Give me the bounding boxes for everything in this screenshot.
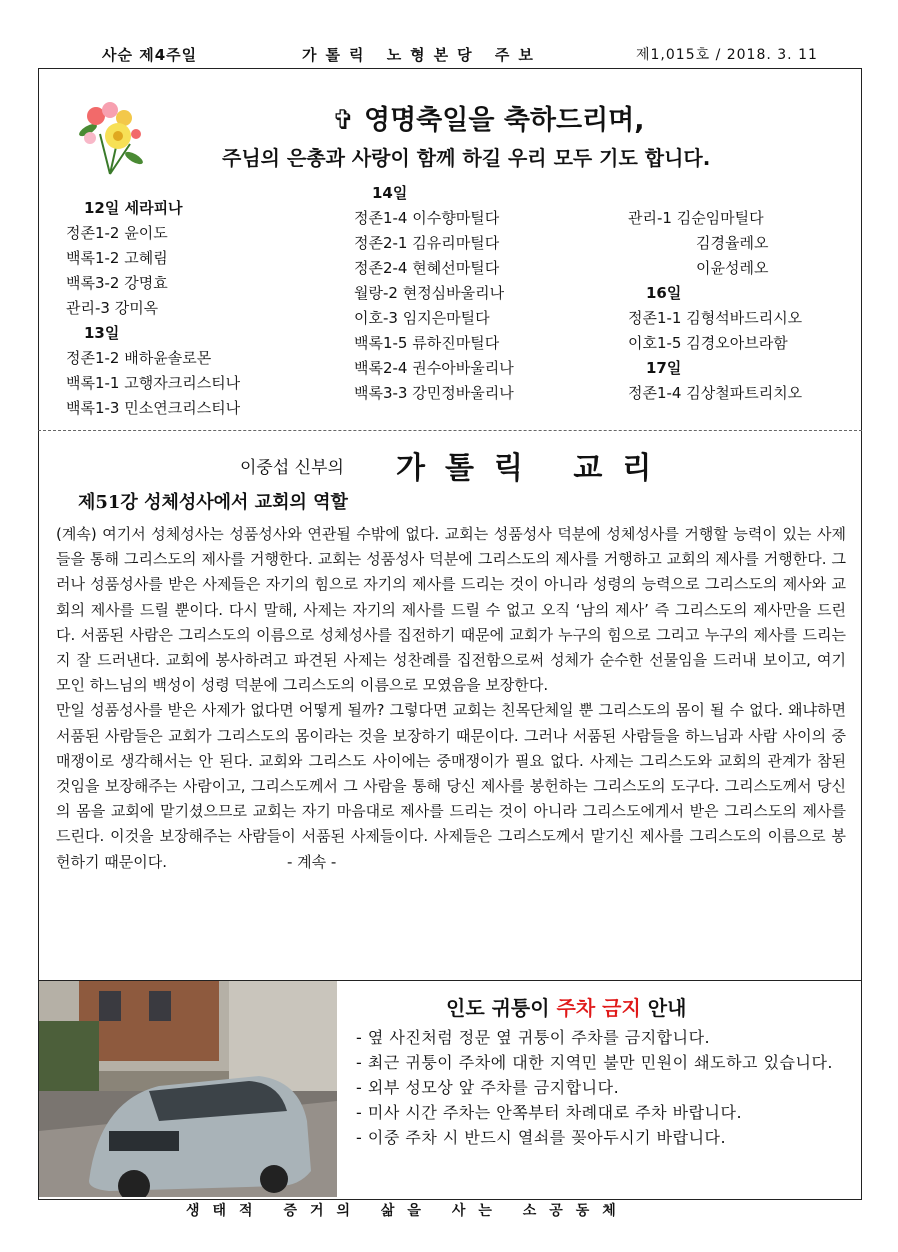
feast-name-entry: 백록1-2 고혜림 (66, 249, 168, 267)
notice-title-part: 인도 귀퉁이 (446, 996, 557, 1020)
feast-name-entry: 백록3-3 강민정바울리나 (354, 384, 514, 402)
feast-name-entry: 정존1-4 이수향마틸다 (354, 209, 500, 227)
continued-label: - 계속 - (286, 852, 337, 871)
feast-day-heading: 14일 (372, 184, 408, 202)
feast-name-entry: 백록2-4 권수아바울리나 (354, 359, 514, 377)
feast-day-heading: 13일 (84, 324, 120, 342)
notice-item: - 외부 성모상 앞 주차를 금지합니다. (356, 1078, 620, 1097)
feast-name-entry: 월랑-2 현정심바울리나 (354, 284, 505, 302)
footer-motto: 생태적 증거의 삶을 사는 소공동체 (186, 1203, 629, 1219)
feast-name-entry: 정존1-1 김형석바드리시오 (628, 309, 803, 327)
notice-item: - 최근 귀퉁이 주차에 대한 지역민 불만 민원이 쇄도하고 있습니다. (356, 1053, 833, 1072)
notice-item: - 미사 시간 주차는 안쪽부터 차례대로 주차 바랍니다. (356, 1103, 743, 1122)
feast-day-heading: 16일 (646, 284, 682, 302)
feast-name-entry: 정존1-4 김상철파트리치오 (628, 384, 803, 402)
catechism-title: 가톨릭 교리 (396, 451, 672, 486)
feast-name-entry: 백록1-1 고행자크리스티나 (66, 374, 241, 392)
feast-day-heading: 17일 (646, 359, 682, 377)
feast-name-entry: 이윤성레오 (696, 259, 769, 277)
feast-column-1 (66, 196, 240, 421)
lesson-title: 제51강 성체성사에서 교회의 역할 (78, 492, 348, 513)
parked-car-photo (39, 981, 337, 1197)
notice-list (356, 1025, 850, 1150)
feast-column-3 (628, 206, 802, 406)
feast-name-entry: 김경율레오 (696, 234, 769, 252)
notice-title-highlight: 주차 금지 (556, 996, 641, 1020)
flower-bouquet-image (70, 94, 150, 178)
catechism-body (56, 522, 846, 875)
catechism-author: 이중섭 신부의 (240, 458, 344, 478)
catechism-paragraph-text: 만일 성품성사를 받은 사제가 없다면 어떻게 될까? 그렇다면 교회는 친목단체일 뿐 그리스도의 몸이 될 수 없다. 왜냐하면 서품된 사람들은 교회가 그리스도의 몸이라는 것을 보장하기 때문이다. 그러나 서품된 사람들을 하느님과 사람 사이의 중매쟁이로 생각해서는 안 된다. 교회와 그리스도 사이에는 중매쟁이가 필요 없다. 사제는 그리스도와 교회의 관계가 참된 것임을 보장해주는 사람이고, 그리스도께서 그 사람을 통해 당신 제사를 봉헌하는 그리스도의 도구다. 그리스도께서 당신의 몸을 교회에 맡기셨으므로 교회는 자기 마음대로 제사를 드리는 것이 아니라 그리스도에게서 받은 그리스도의 제사를 드린다. 이것을 보장해주는 사람들이 서품된 사제들이다. 사제들은 그리스도께서 맡기신 제사를 그리스도의 이름으로 봉헌하기 때문이다. (56, 701, 846, 871)
feast-name-entry: 정존2-1 김유리마틸다 (354, 234, 500, 252)
feast-name-entry: 정존2-4 현혜선마틸다 (354, 259, 500, 277)
feast-name-entry: 이호-3 임지은마틸다 (354, 309, 490, 327)
feast-name-entry: 백록3-2 강명효 (66, 274, 168, 292)
notice-item: - 옆 사진처럼 정문 옆 귀퉁이 주차를 금지합니다. (356, 1028, 711, 1047)
feast-name-entry: 백록1-3 민소연크리스티나 (66, 399, 241, 417)
feast-name-entry: 관리-1 김순임마틸다 (628, 209, 764, 227)
feast-name-entry: 정존1-2 윤이도 (66, 224, 168, 242)
catechism-paragraph (56, 698, 846, 874)
notice-title (446, 992, 686, 1021)
feast-subtitle: 주님의 은총과 사랑이 함께 하길 우리 모두 기도 합니다. (222, 146, 711, 170)
catechism-paragraph: (계속) 여기서 성체성사는 성품성사와 연관될 수밖에 없다. 교회는 성품성사 덕분에 성체성사를 거행할 능력이 있는 사제들을 통해 그리스도의 제사를 거행한다. 교회는 성품성사 덕분에 그리스도의 제사를 거행하고 교회의 제사를 거행한다. 그러나 성품성사를 받은 사제들은 자기의 힘으로 자기의 제사를 드리는 것이 아니라 성령의 능력으로 그리스도의 제사와 교회의 제사를 드릴 뿐이다. 다시 말해, 사제는 자기의 제사를 드릴 수 없고 오직 ‘남의 제사’ 즉 그리스도의 제사만을 드린다. 서품된 사람은 그리스도의 이름으로 성체성사를 집전하기 때문에 교회가 누구의 힘으로 그리고 누구의 제사를 드리는지 잘 드러낸다. 교회에 봉사하려고 파견된 사제는 성찬례를 집전함으로써 성체가 순수한 선물임을 드러내 보이고, 여기 모인 하느님의 백성이 성령 덕분에 그리스도의 이름으로 모였음을 보장한다. (56, 525, 846, 695)
feast-column-2 (354, 181, 514, 406)
season-label: 사순 제4주일 (102, 46, 198, 64)
feast-name-entry: 정존1-2 배하윤솔로몬 (66, 349, 212, 367)
feast-name-entry: 이호1-5 김경오아브라함 (628, 334, 788, 352)
issue-date: 제1,015호 / 2018. 3. 11 (636, 47, 818, 63)
notice-item: - 이중 주차 시 반드시 열쇠를 꽂아두시기 바랍니다. (356, 1128, 727, 1147)
notice-title-part: 안내 (640, 996, 687, 1020)
feast-name-entry: 백록1-5 류하진마틸다 (354, 334, 500, 352)
feast-title: ✞ 영명축일을 축하드리며, (332, 105, 645, 136)
bulletin-title: 가톨릭 노형본당 주보 (302, 46, 542, 64)
feast-day-heading: 12일 세라피나 (84, 199, 183, 217)
feast-name-entry: 관리-3 강미옥 (66, 299, 159, 317)
section-divider (38, 430, 862, 431)
